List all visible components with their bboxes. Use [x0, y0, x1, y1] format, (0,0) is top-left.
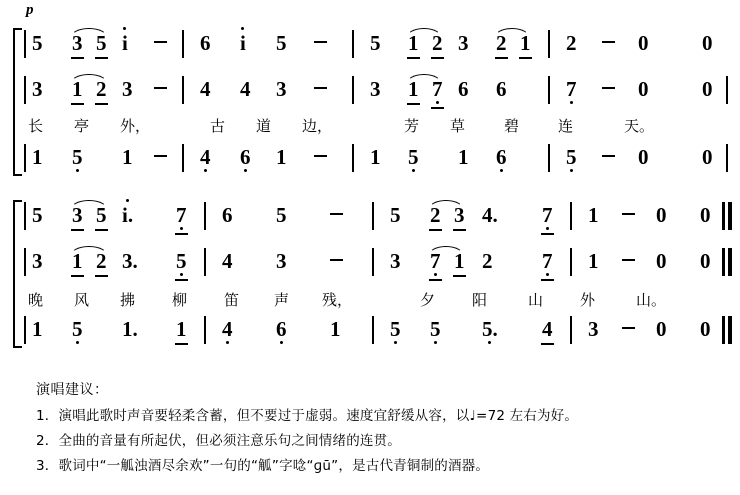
barline — [726, 144, 728, 172]
note: 1 — [588, 203, 599, 227]
note: 1 — [588, 249, 599, 273]
barline — [24, 248, 26, 276]
final-barline — [722, 202, 725, 230]
dash-extend — [602, 87, 615, 89]
note: 7 — [432, 79, 443, 100]
lyric-syllable: 山。 — [636, 291, 667, 309]
note: 0 — [700, 317, 711, 341]
note: 6 — [458, 77, 469, 101]
lyric-row-1 — [24, 116, 730, 138]
note: 1 — [408, 33, 419, 54]
barline — [24, 202, 26, 230]
lyric-syllable: 亭 — [74, 117, 90, 135]
lyric-syllable: 道 — [256, 117, 272, 135]
note: 5 — [32, 203, 43, 227]
note: 5 — [72, 319, 83, 340]
lyric-syllable: 声 — [274, 291, 290, 309]
note: 2 — [496, 33, 507, 54]
barline — [352, 30, 354, 58]
dash-extend — [314, 155, 327, 157]
note: 6 — [222, 203, 233, 227]
barline — [372, 248, 374, 276]
performance-notes-title: 演唱建议： — [36, 382, 109, 398]
lyric-syllable: 草 — [450, 117, 466, 135]
note: 6 — [200, 31, 211, 55]
barline — [182, 76, 184, 104]
note: 0 — [702, 77, 713, 101]
dash-extend — [602, 155, 615, 157]
note: 0 — [656, 317, 667, 341]
barline — [372, 316, 374, 344]
barline — [24, 30, 26, 58]
barline — [548, 76, 550, 104]
note: 1 — [520, 33, 531, 54]
note: 3 — [370, 77, 381, 101]
final-barline — [728, 248, 732, 276]
final-barline — [728, 202, 732, 230]
note: 1 — [458, 145, 469, 169]
note: 4 — [200, 147, 211, 168]
lyric-syllable: 边， — [302, 117, 333, 135]
dash-extend — [154, 41, 167, 43]
dash-extend — [314, 87, 327, 89]
performance-note-item: 2．全曲的音量有所起伏，但必须注意乐句之间情绪的连贯。 — [36, 433, 401, 449]
dash-extend — [154, 87, 167, 89]
note: 0 — [702, 31, 713, 55]
lyric-syllable: 天。 — [624, 117, 655, 135]
music-system-2 — [10, 190, 732, 348]
note: i — [122, 33, 128, 54]
note: 1 — [72, 251, 83, 272]
barline — [24, 316, 26, 344]
barline — [204, 316, 206, 344]
note: 3 — [32, 77, 43, 101]
dash-extend — [330, 259, 343, 261]
dash-extend — [330, 213, 343, 215]
note: 5 — [408, 147, 419, 168]
final-barline — [722, 248, 725, 276]
dash-extend — [622, 327, 635, 329]
barline — [570, 202, 572, 230]
note: 2 — [96, 79, 107, 100]
lyric-syllable: 柳 — [172, 291, 188, 309]
note: 2 — [482, 249, 493, 273]
note: 4 — [240, 77, 251, 101]
note: i — [240, 33, 246, 54]
performance-note-item: 3．歌词中“一觚浊酒尽余欢”一句的“觚”字唸“ɡū”，是古代青铜制的酒器。 — [36, 458, 490, 474]
note: 5 — [96, 33, 107, 54]
note: 4 — [542, 319, 553, 340]
note: i. — [122, 205, 133, 226]
lyric-syllable: 长 — [28, 117, 44, 135]
note: 3 — [276, 77, 287, 101]
note: 3 — [122, 77, 133, 101]
note: 1 — [176, 319, 187, 340]
note: 3 — [454, 205, 465, 226]
note: 0 — [702, 145, 713, 169]
note: 5 — [96, 205, 107, 226]
note: 1 — [122, 145, 133, 169]
note: 1 — [454, 251, 465, 272]
note: 1 — [408, 79, 419, 100]
lyric-syllable: 外 — [580, 291, 596, 309]
note: 6 — [276, 319, 287, 340]
lyric-row-2 — [24, 290, 730, 312]
note: 0 — [638, 31, 649, 55]
staff-row-soprano-2 — [24, 200, 730, 234]
barline — [352, 144, 354, 172]
staff-row-bass-2 — [24, 314, 730, 348]
staff-row-alto-2 — [24, 246, 730, 280]
note: 6 — [240, 147, 251, 168]
note: 1 — [330, 317, 341, 341]
note: 5 — [176, 251, 187, 272]
note: 5 — [370, 31, 381, 55]
barline — [570, 248, 572, 276]
dynamic-marking: p — [26, 2, 34, 18]
lyric-syllable: 晚 — [28, 291, 44, 309]
lyric-syllable: 残， — [322, 291, 353, 309]
barline — [570, 316, 572, 344]
lyric-syllable: 笛 — [224, 291, 240, 309]
dash-extend — [154, 155, 167, 157]
barline — [204, 248, 206, 276]
lyric-syllable: 外， — [120, 117, 151, 135]
note: 4 — [222, 249, 233, 273]
barline — [204, 202, 206, 230]
note: 5 — [390, 203, 401, 227]
note: 2 — [566, 31, 577, 55]
note: 1 — [32, 317, 43, 341]
note: 7 — [566, 79, 577, 100]
lyric-syllable: 阳 — [472, 291, 488, 309]
note: 3 — [32, 249, 43, 273]
note: 1 — [276, 145, 287, 169]
note: 5 — [72, 147, 83, 168]
note: 4. — [482, 203, 498, 227]
staff-row-alto-1 — [24, 74, 730, 108]
lyric-syllable: 连 — [558, 117, 574, 135]
lyric-syllable: 碧 — [504, 117, 520, 135]
note: 0 — [638, 77, 649, 101]
note: 7 — [430, 251, 441, 272]
note: 2 — [432, 33, 443, 54]
lyric-syllable: 夕 — [420, 291, 436, 309]
lyric-syllable: 拂 — [120, 291, 136, 309]
note: 3 — [72, 33, 83, 54]
lyric-syllable: 古 — [210, 117, 226, 135]
barline — [182, 144, 184, 172]
note: 6 — [496, 77, 507, 101]
final-barline — [722, 316, 725, 344]
lyric-syllable: 风 — [74, 291, 90, 309]
note: 3. — [122, 249, 138, 273]
dash-extend — [602, 41, 615, 43]
note: 0 — [700, 249, 711, 273]
note: 5 — [566, 147, 577, 168]
note: 3 — [458, 31, 469, 55]
music-system-1 — [10, 12, 732, 180]
note: 7 — [176, 205, 187, 226]
note: 0 — [656, 203, 667, 227]
note: 5 — [390, 319, 401, 340]
note: 0 — [656, 249, 667, 273]
dash-extend — [622, 259, 635, 261]
note: 2 — [430, 205, 441, 226]
dash-extend — [314, 41, 327, 43]
staff-row-soprano-1 — [24, 28, 730, 62]
note: 3 — [390, 249, 401, 273]
barline — [24, 144, 26, 172]
note: 0 — [700, 203, 711, 227]
note: 5 — [276, 203, 287, 227]
barline — [372, 202, 374, 230]
note: 1 — [32, 145, 43, 169]
barline — [24, 76, 26, 104]
barline — [548, 144, 550, 172]
barline — [352, 76, 354, 104]
note: 2 — [96, 251, 107, 272]
performance-notes — [36, 378, 726, 479]
barline — [548, 30, 550, 58]
note: 4 — [222, 319, 233, 340]
performance-note-item: 1．演唱此歌时声音要轻柔含蓄，但不要过于虚弱。速度宜舒缓从容，以♩=72 左右为好。 — [36, 408, 579, 424]
note: 5 — [32, 31, 43, 55]
note: 3 — [588, 317, 599, 341]
note: 1. — [122, 317, 138, 341]
note: 7 — [542, 205, 553, 226]
note: 3 — [276, 249, 287, 273]
final-barline — [728, 316, 732, 344]
barline — [726, 76, 728, 104]
note: 6 — [496, 147, 507, 168]
lyric-syllable: 山 — [528, 291, 544, 309]
note: 0 — [638, 145, 649, 169]
note: 4 — [200, 77, 211, 101]
staff-row-bass-1 — [24, 142, 730, 176]
note: 5. — [482, 319, 498, 340]
note: 1 — [370, 145, 381, 169]
barline — [182, 30, 184, 58]
dash-extend — [622, 213, 635, 215]
note: 5 — [276, 31, 287, 55]
lyric-syllable: 芳 — [404, 117, 420, 135]
note: 5 — [430, 319, 441, 340]
note: 7 — [542, 251, 553, 272]
note: 3 — [72, 205, 83, 226]
note: 1 — [72, 79, 83, 100]
